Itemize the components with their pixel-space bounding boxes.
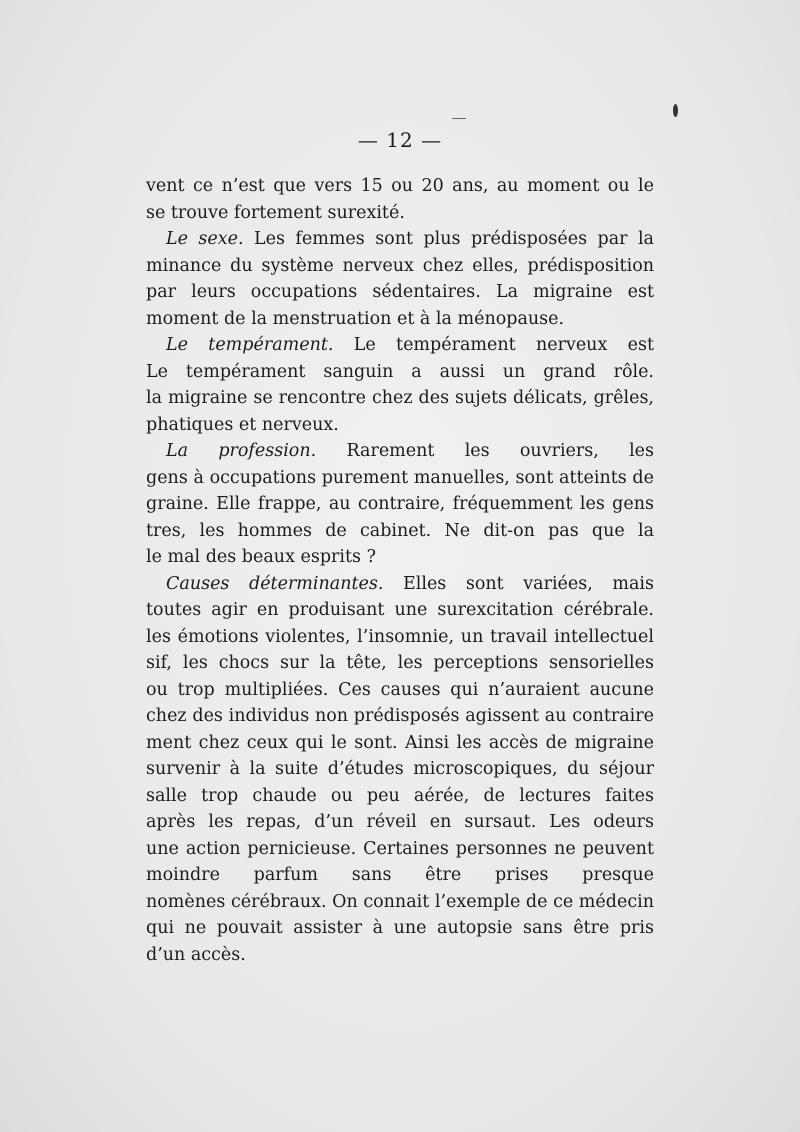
text-line	[146, 200, 654, 227]
body-text	[146, 173, 654, 968]
line-text: graine. Elle frappe, au contraire, fréquemment les gens	[146, 494, 654, 514]
line-text: une action pernicieuse. Certaines personnes ne peuvent	[146, 838, 654, 859]
text-line	[146, 306, 654, 333]
section-heading: La profession.	[166, 441, 317, 461]
text-line	[146, 173, 654, 200]
section-heading: Causes déterminantes.	[166, 573, 384, 594]
line-text: minance du système nerveux chez elles, prédisposition	[146, 255, 654, 276]
line-text: Les femmes sont plus prédisposées par la	[253, 229, 654, 249]
text-line	[146, 624, 654, 651]
text-line	[146, 332, 654, 359]
line-text: phatiques et nerveux.	[146, 414, 339, 435]
line-text: moindre parfum sans être prises presque	[146, 865, 654, 885]
text-line	[146, 412, 654, 439]
text-line	[146, 438, 654, 465]
text-line	[146, 862, 654, 889]
section-heading: Le tempérament.	[166, 335, 334, 355]
text-line	[146, 942, 654, 969]
text-line	[146, 677, 654, 704]
line-text: après les repas, d’un réveil en sursaut. Les odeurs	[146, 812, 654, 832]
line-text: salle trop chaude ou peu aérée, de lectures faites	[146, 785, 654, 806]
text-line	[146, 491, 654, 518]
line-text: moment de la menstruation et à la ménopause.	[146, 308, 565, 329]
text-line	[146, 544, 654, 571]
line-text: les émotions violentes, l’insomnie, un travail intellectuel	[146, 626, 654, 647]
text-line	[146, 809, 654, 836]
line-text: toutes agir en produisant une surexcitation cérébrale.	[146, 600, 654, 620]
text-line	[146, 703, 654, 730]
line-text: se trouve fortement surexité.	[146, 202, 405, 223]
text-line	[146, 783, 654, 810]
line-text: qui ne pouvait assister à une autopsie sans être pris	[146, 918, 654, 938]
line-text: Le tempérament sanguin a aussi un grand rôle.	[146, 361, 654, 382]
text-line	[146, 730, 654, 757]
line-text: ou trop multipliées. Ces causes qui n’auraient aucune	[146, 679, 654, 700]
ink-speck	[452, 118, 466, 119]
line-text: survenir à la suite d’études microscopiques, du séjour	[146, 759, 654, 779]
section-heading: Le sexe.	[166, 229, 244, 249]
text-line	[146, 226, 654, 253]
line-text: gens à occupations purement manuelles, sont atteints de	[146, 467, 654, 488]
line-text: tres, les hommes de cabinet. Ne dit-on pas que la	[146, 520, 654, 541]
line-text: le mal des beaux esprits ?	[146, 547, 376, 567]
text-line	[146, 253, 654, 280]
line-text: nomènes cérébraux. On connait l’exemple de ce médecin	[146, 891, 654, 912]
line-text: Le tempérament nerveux est	[353, 335, 654, 355]
line-text: ment chez ceux qui le sont. Ainsi les accès de migraine	[146, 732, 654, 753]
text-line	[146, 597, 654, 624]
text-line	[146, 359, 654, 386]
text-line	[146, 889, 654, 916]
text-line	[146, 915, 654, 942]
text-line	[146, 571, 654, 598]
text-line	[146, 650, 654, 677]
page-number: — 12 —	[357, 128, 443, 152]
ink-speck	[673, 104, 678, 117]
text-line	[146, 385, 654, 412]
line-text: chez des individus non prédisposés agissent au contraire	[146, 706, 654, 726]
line-text: Rarement les ouvriers, les	[346, 441, 654, 461]
text-line	[146, 756, 654, 783]
line-text: par leurs occupations sédentaires. La migraine est	[146, 282, 654, 302]
line-text: vent ce n’est que vers 15 ou 20 ans, au moment ou le	[146, 176, 654, 196]
text-line	[146, 279, 654, 306]
text-line	[146, 518, 654, 545]
text-line	[146, 465, 654, 492]
line-text: sif, les chocs sur la tête, les perceptions sensorielles	[146, 653, 654, 673]
line-text: Elles sont variées, mais	[402, 573, 654, 594]
text-line	[146, 836, 654, 863]
line-text: d’un accès.	[146, 944, 246, 965]
line-text: la migraine se rencontre chez des sujets délicats, grêles,	[146, 388, 654, 408]
